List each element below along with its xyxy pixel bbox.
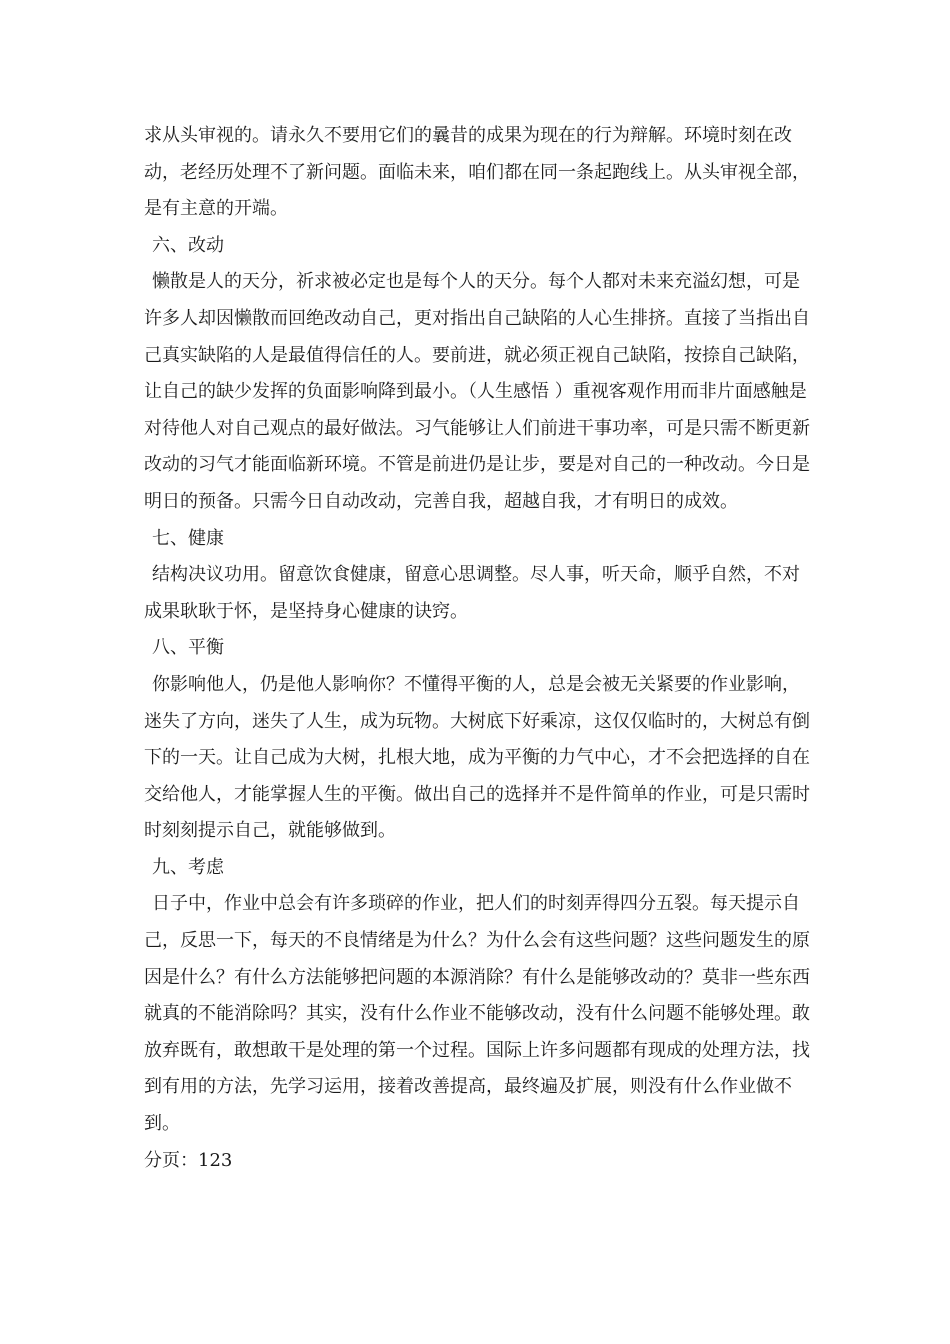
section-heading-think: 九、考虑 <box>152 856 224 878</box>
paragraph-health: 结构决议功用。留意饮食健康，留意心思调整。尽人事，听天命，顺乎自然，不对成果耿耿于怀，是坚持身心健康的诀窍。 <box>144 564 800 622</box>
paragraph-change: 懒散是人的天分，祈求被必定也是每个人的天分。每个人都对未来充溢幻想，可是许多人却因懒散而回绝改动自己，更对指出自己缺陷的人心生排挤。直接了当指出自己真实缺陷的人是最值得信任的人。要前进，就必须正视自己缺陷，按捺自己缺陷，让自己的缺少发挥的负面影响降到最小。（人生感悟 ）重视客观作用而非片面感触是对待他人对自己观点的最好做法。习气能够让人们前进干事功率，可是只需不断更新改动的习气才能面临新环境。不管是前进仍是让步，要是对自己的一种改动。今日是明日的预备。只需今日自动改动，完善自我，超越自我，才有明日的成效。 <box>144 271 810 512</box>
paragraph-intro: 求从头审视的。请永久不要用它们的曩昔的成果为现在的行为辩解。环境时刻在改动，老经历处理不了新问题。面临未来，咱们都在同一条起跑线上。从头审视全部，是有主意的开端。 <box>144 125 810 220</box>
document-page <box>144 118 814 1179</box>
section-heading-change: 六、改动 <box>152 234 224 256</box>
paragraph-balance: 你影响他人，仍是他人影响你？不懂得平衡的人，总是会被无关紧要的作业影响，迷失了方向，迷失了人生，成为玩物。大树底下好乘凉，这仅仅临时的，大树总有倒下的一天。让自己成为大树，扎根大地，成为平衡的力气中心，才不会把选择的自在交给他人，才能掌握人生的平衡。做出自己的选择并不是件简单的作业，可是只需时时刻刻提示自己，就能够做到。 <box>144 673 810 842</box>
paragraph-think: 日子中，作业中总会有许多琐碎的作业，把人们的时刻弄得四分五裂。每天提示自己，反思一下，每天的不良情绪是为什么？为什么会有这些问题？这些问题发生的原因是什么？有什么方法能够把问题的本源消除？有什么是能够改动的？莫非一些东西就真的不能消除吗？其实，没有什么作业不能够改动，没有什么问题不能够处理。敢放弃既有，敢想敢干是处理的第一个过程。国际上许多问题都有现成的处理方法，找到有用的方法，先学习运用，接着改善提高，最终遍及扩展，则没有什么作业做不到。 <box>144 893 810 1135</box>
section-heading-health: 七、健康 <box>152 527 224 549</box>
section-heading-balance: 八、平衡 <box>152 637 224 659</box>
page-footer: 分页：123 <box>144 1149 233 1171</box>
